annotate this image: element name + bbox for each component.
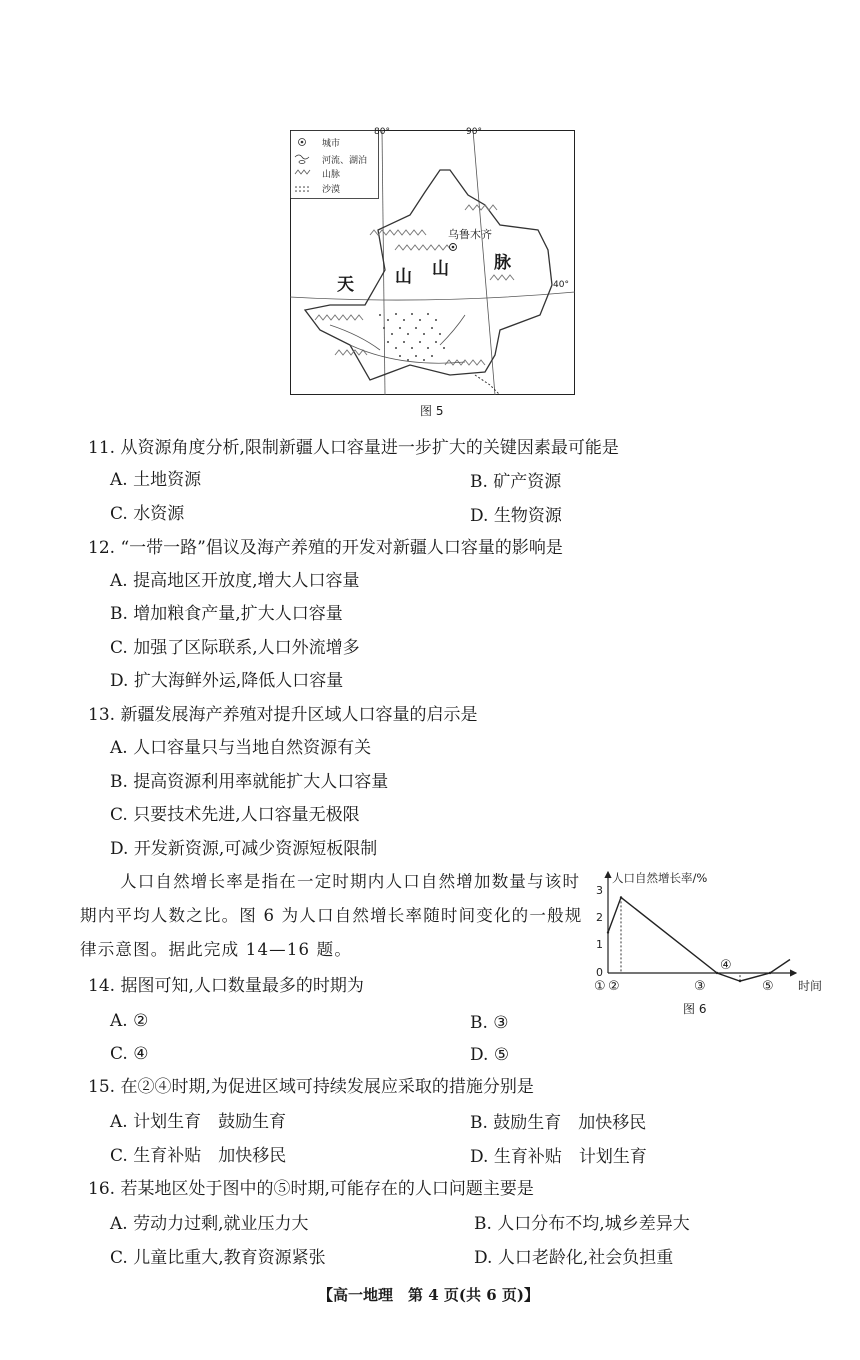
figure-5-map bbox=[290, 127, 575, 395]
data-point-2 bbox=[620, 896, 622, 898]
question-12-stem: 12. “一带一路”倡议及海产养殖的开发对新疆人口容量的影响是 bbox=[88, 538, 563, 558]
q16-option-c: C. 儿童比重大,教育资源紧张 bbox=[110, 1248, 326, 1268]
figure-6-caption: 图 6 bbox=[683, 1002, 707, 1016]
figure-5-caption: 图 5 bbox=[420, 404, 444, 418]
question-16-stem: 16. 若某地区处于图中的⑤时期,可能存在的人口问题主要是 bbox=[88, 1179, 534, 1199]
y-tick-2: 2 bbox=[596, 911, 603, 924]
page-footer: 【高一地理 第 4 页(共 6 页)】 bbox=[318, 1286, 539, 1304]
data-point-5 bbox=[769, 972, 771, 974]
period-label-4: ④ bbox=[720, 958, 732, 973]
city-label-urumqi: 乌鲁木齐 bbox=[448, 228, 492, 241]
period-label-5: ⑤ bbox=[762, 979, 774, 994]
y-tick-0: 0 bbox=[596, 966, 603, 979]
growth-rate-chart bbox=[590, 868, 830, 996]
q14-option-b: B. ③ bbox=[470, 1013, 509, 1033]
q13-option-a: A. 人口容量只与当地自然资源有关 bbox=[110, 738, 372, 758]
figure-6-chart bbox=[590, 868, 830, 996]
question-11-stem: 11. 从资源角度分析,限制新疆人口容量进一步扩大的关键因素最可能是 bbox=[88, 438, 619, 458]
legend-label-city: 城市 bbox=[322, 139, 341, 149]
q11-option-c: C. 水资源 bbox=[110, 504, 185, 524]
data-point-1 bbox=[607, 931, 609, 933]
legend-label-river: 河流、湖泊 bbox=[322, 156, 368, 166]
longitude-80-label: 80° bbox=[374, 127, 390, 137]
period-label-3: ③ bbox=[694, 979, 706, 994]
q12-option-a: A. 提高地区开放度,增大人口容量 bbox=[110, 571, 360, 591]
q14-option-c: C. ④ bbox=[110, 1044, 149, 1064]
q12-option-c: C. 加强了区际联系,人口外流增多 bbox=[110, 638, 360, 658]
q15-option-b: B. 鼓励生育 加快移民 bbox=[470, 1113, 647, 1133]
q15-option-a: A. 计划生育 鼓励生育 bbox=[110, 1112, 287, 1132]
q16-option-d: D. 人口老龄化,社会负担重 bbox=[474, 1248, 674, 1268]
y-axis-title: 人口自然增长率/% bbox=[612, 871, 708, 885]
legend-label-mountain: 山脉 bbox=[322, 170, 341, 180]
q14-option-d: D. ⑤ bbox=[470, 1045, 510, 1065]
q13-option-b: B. 提高资源利用率就能扩大人口容量 bbox=[110, 772, 389, 792]
q15-option-c: C. 生育补贴 加快移民 bbox=[110, 1146, 287, 1166]
legend-label-desert: 沙漠 bbox=[322, 185, 341, 195]
q13-option-d: D. 开发新资源,可减少资源短板限制 bbox=[110, 839, 378, 859]
longitude-90-label: 90° bbox=[466, 127, 482, 137]
latitude-40-label: 40° bbox=[553, 280, 569, 290]
x-axis-title: 时间 bbox=[798, 979, 823, 993]
q12-option-d: D. 扩大海鲜外运,降低人口容量 bbox=[110, 671, 344, 691]
mountain-char-4: 脉 bbox=[494, 253, 511, 273]
q14-option-a: A. ② bbox=[110, 1011, 149, 1031]
q16-option-b: B. 人口分布不均,城乡差异大 bbox=[474, 1214, 690, 1234]
mountain-char-1: 天 bbox=[337, 275, 354, 295]
question-13-stem: 13. 新疆发展海产养殖对提升区域人口容量的启示是 bbox=[88, 705, 478, 725]
intro-line-2: 期内平均人数之比。图 6 为人口自然增长率随时间变化的一般规 bbox=[80, 906, 583, 925]
intro-line-1: 人口自然增长率是指在一定时期内人口自然增加数量与该时 bbox=[120, 872, 581, 891]
growth-rate-line bbox=[608, 897, 790, 981]
q15-option-d: D. 生育补贴 计划生育 bbox=[470, 1147, 647, 1167]
question-14-stem: 14. 据图可知,人口数量最多的时期为 bbox=[88, 976, 364, 996]
question-15-stem: 15. 在②④时期,为促进区域可持续发展应采取的措施分别是 bbox=[88, 1077, 534, 1097]
data-point-4 bbox=[739, 980, 741, 982]
period-label-2: ② bbox=[608, 979, 620, 994]
q12-option-b: B. 增加粮食产量,扩大人口容量 bbox=[110, 604, 343, 624]
q16-option-a: A. 劳动力过剩,就业压力大 bbox=[110, 1214, 309, 1234]
q11-option-b: B. 矿产资源 bbox=[470, 472, 562, 492]
q13-option-c: C. 只要技术先进,人口容量无极限 bbox=[110, 805, 360, 825]
period-label-1: ① bbox=[594, 979, 606, 994]
y-tick-1: 1 bbox=[596, 938, 603, 951]
mountain-char-3: 山 bbox=[432, 259, 449, 279]
data-point-3 bbox=[716, 972, 718, 974]
q11-option-a: A. 土地资源 bbox=[110, 470, 202, 490]
y-tick-3: 3 bbox=[596, 884, 603, 897]
q11-option-d: D. 生物资源 bbox=[470, 506, 562, 526]
intro-line-3: 律示意图。据此完成 14—16 题。 bbox=[80, 940, 353, 959]
mountain-char-2: 山 bbox=[395, 267, 412, 287]
